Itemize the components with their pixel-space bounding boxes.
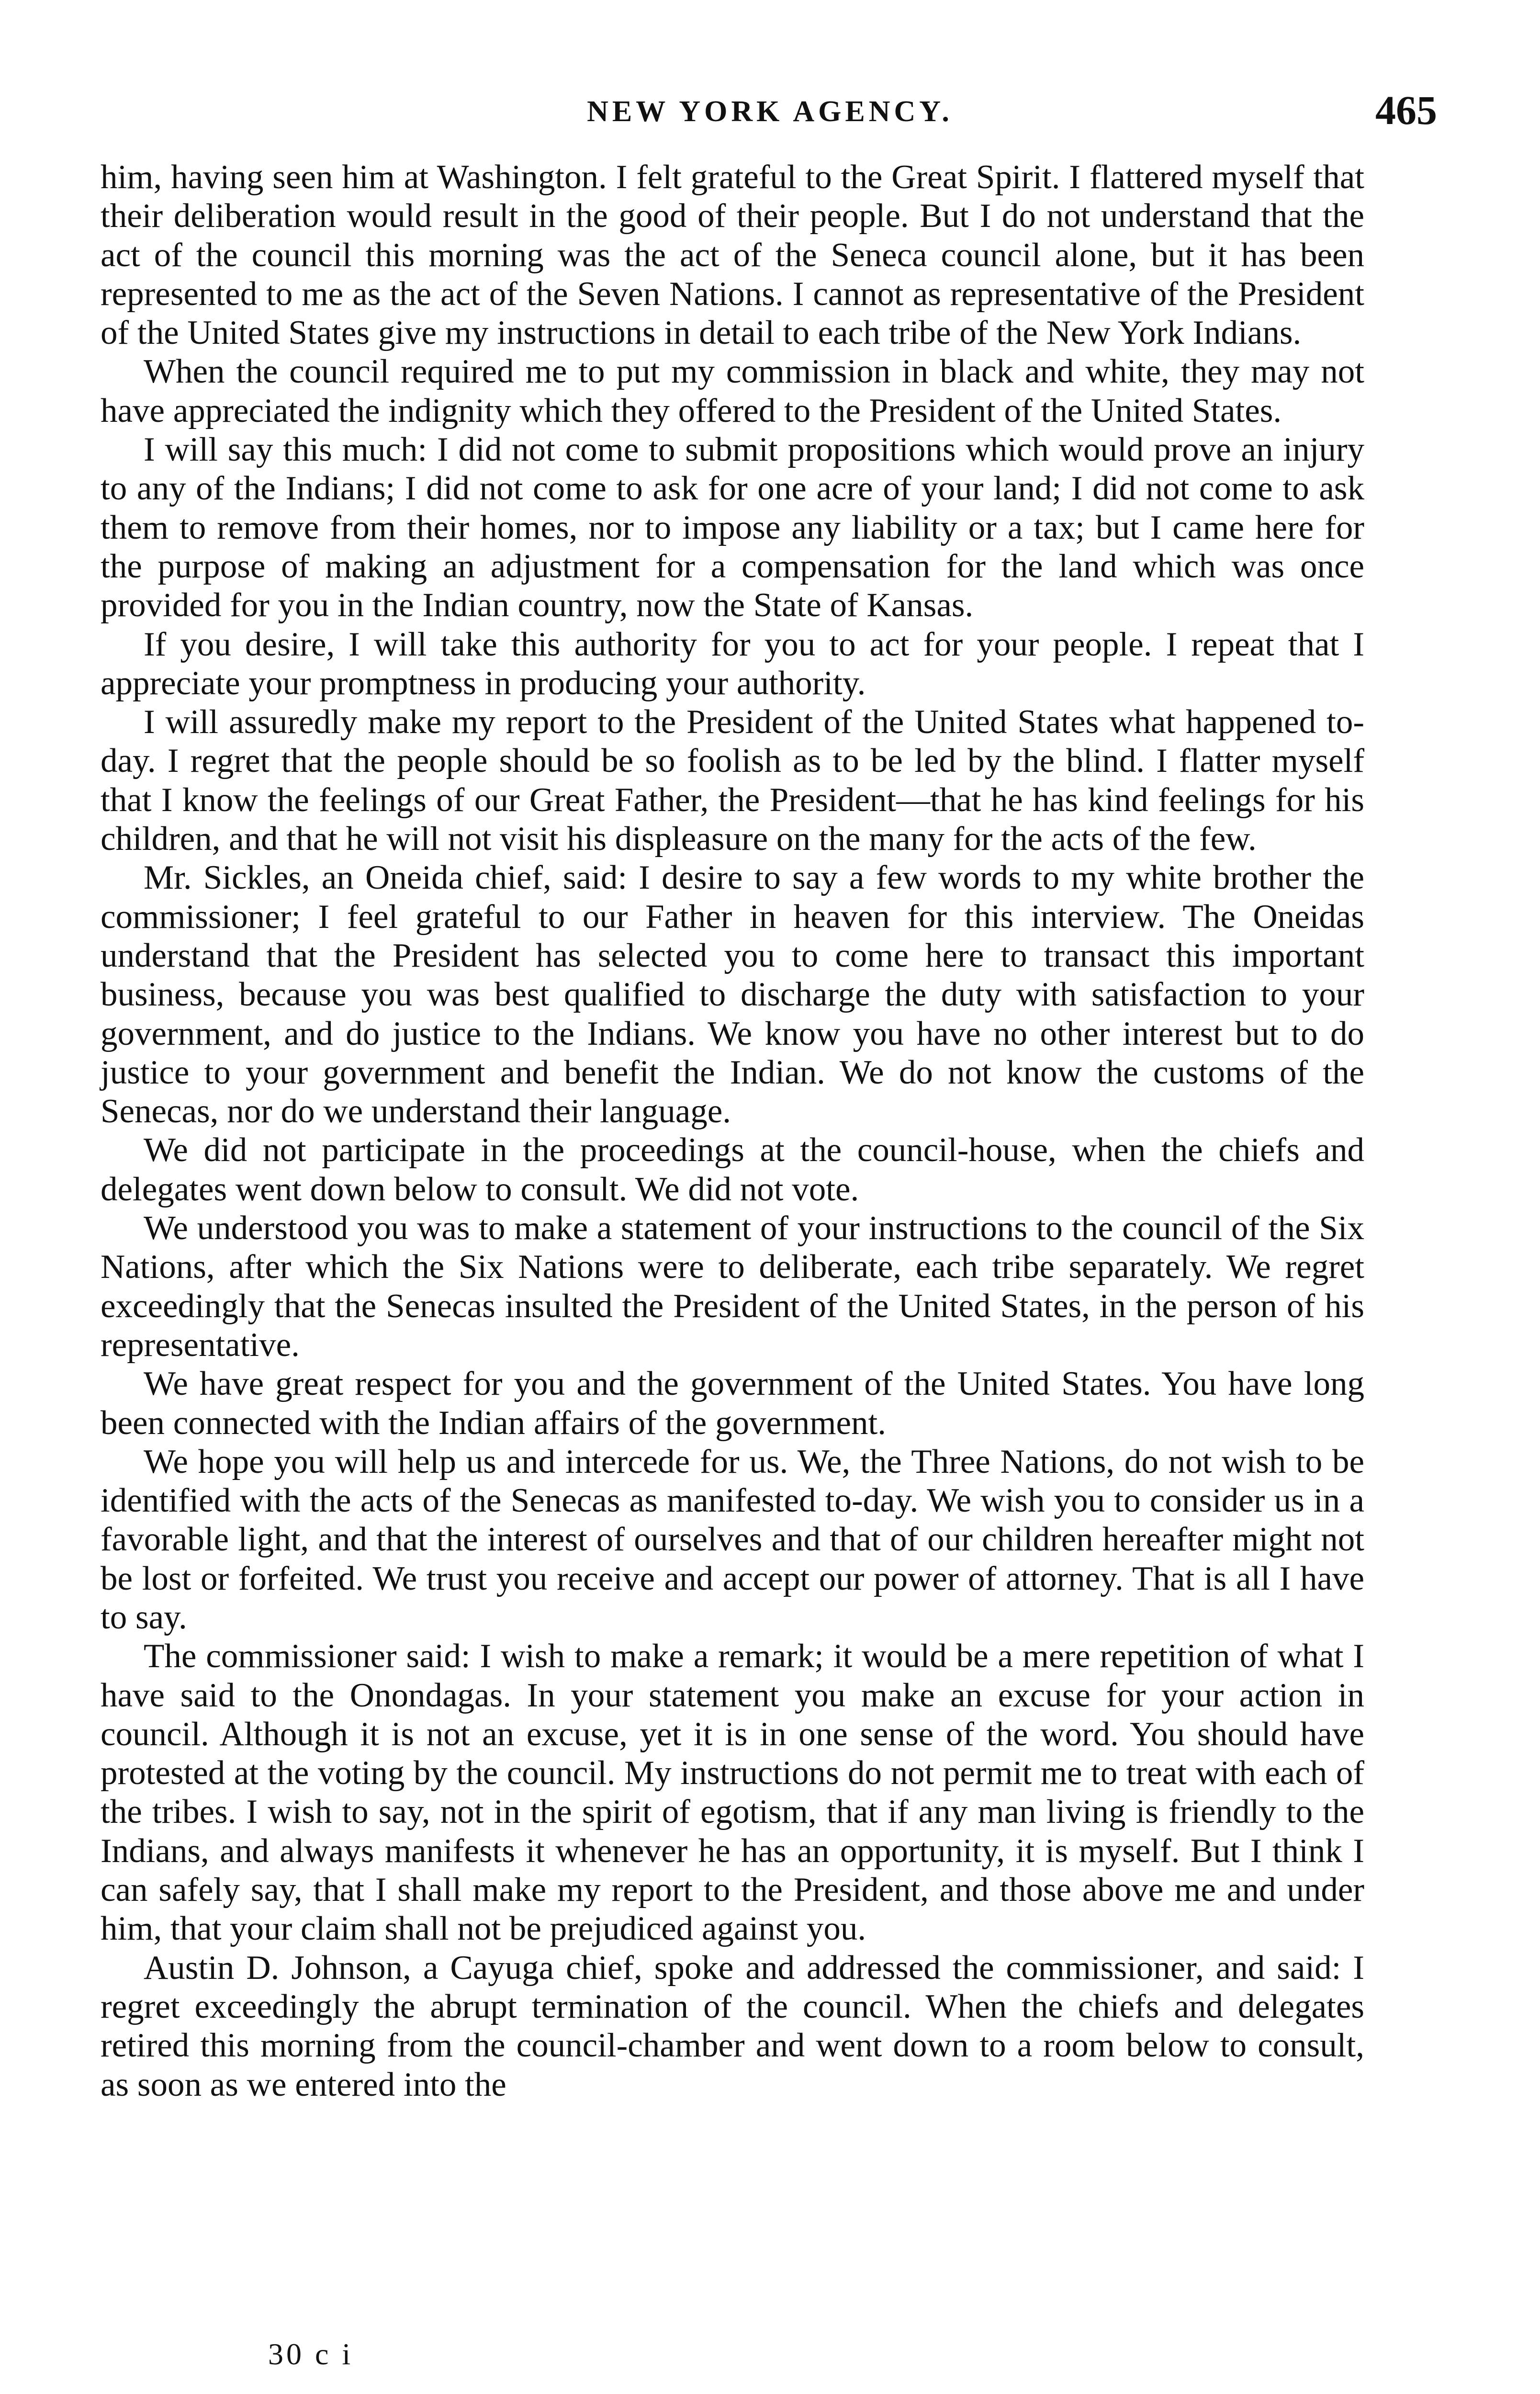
paragraph-2: When the council required me to put my commission in black and white, they may not have appreciated the indignity which they offered to the President of the United States. (101, 353, 1364, 429)
paragraph-1: him, having seen him at Washington. I felt grateful to the Great Spirit. I flattered myself that their deliberation would result in the good of their people. But I do not understand that the act of the council this morning was the act of the Seneca council alone, but it has been represented to me as the act of the Seven Nations. I cannot as representative of the President of the United States give my instructions in detail to each tribe of the New York Indians. (101, 158, 1364, 352)
paragraph-7: We did not participate in the proceedings at the council-house, when the chiefs and delegates went down below to consult. We did not vote. (101, 1131, 1364, 1208)
running-head: NEW YORK AGENCY. (587, 95, 953, 128)
paragraph-4: If you desire, I will take this authority for you to act for your people. I repeat that I appreciate your promptness in producing your authority. (101, 625, 1364, 702)
paragraph-6: Mr. Sickles, an Oneida chief, said: I desire to say a few words to my white brother the commissioner; I feel grateful to our Father in heaven for this interview. The Oneidas understand that the President has selected you to come here to transact this important business, because you was best qualified to discharge the duty with satisfaction to your government, and do justice to the Indians. We know you have no other interest but to do justice to your government and benefit the Indian. We do not know the customs of the Senecas, nor do we understand their language. (101, 859, 1364, 1130)
paragraph-11: The commissioner said: I wish to make a remark; it would be a mere repetition of what I have said to the Onondagas. In your statement you make an excuse for your action in council. Although it is not an excuse, yet it is in one sense of the word. You should have protested at the voting by the council. My instructions do not permit me to treat with each of the tribes. I wish to say, not in the spirit of egotism, that if any man living is friendly to the Indians, and always manifests it whenever he has an opportunity, it is myself. But I think I can safely say, that I shall make my report to the President, and those above me and under him, that your claim shall not be prejudiced against you. (101, 1637, 1364, 1948)
body-text (101, 158, 1364, 2104)
paragraph-5: I will assuredly make my report to the President of the United States what happened to-day. I regret that the people should be so foolish as to be led by the blind. I flatter myself that I know the feelings of our Great Father, the President—that he has kind feelings for his children, and that he will not visit his displeasure on the many for the acts of the few. (101, 703, 1364, 858)
page-number: 465 (1375, 87, 1437, 133)
paragraph-9: We have great respect for you and the government of the United States. You have long been connected with the Indian affairs of the government. (101, 1365, 1364, 1442)
paragraph-3: I will say this much: I did not come to submit propositions which would prove an injury to any of the Indians; I did not come to ask for one acre of your land; I did not come to ask them to remove from their homes, nor to impose any liability or a tax; but I came here for the purpose of making an adjustment for a compensation for the land which was once provided for you in the Indian country, now the State of Kansas. (101, 431, 1364, 624)
signature-mark: 30 c i (268, 2337, 354, 2371)
paragraph-8: We understood you was to make a statement of your instructions to the council of the Six Nations, after which the Six Nations were to deliberate, each tribe separately. We regret exceedingly that the Senecas insulted the President of the United States, in the person of his representative. (101, 1209, 1364, 1364)
paragraph-10: We hope you will help us and intercede for us. We, the Three Nations, do not wish to be identified with the acts of the Senecas as manifested to-day. We wish you to consider us in a favorable light, and that the interest of ourselves and that of our children hereafter might not be lost or forfeited. We trust you receive and accept our power of attorney. That is all I have to say. (101, 1443, 1364, 1636)
page-header (103, 86, 1437, 139)
paragraph-12: Austin D. Johnson, a Cayuga chief, spoke and addressed the commissioner, and said: I regret exceedingly the abrupt termination of the council. When the chiefs and delegates retired this morning from the council-chamber and went down to a room below to consult, as soon as we entered into the (101, 1949, 1364, 2103)
